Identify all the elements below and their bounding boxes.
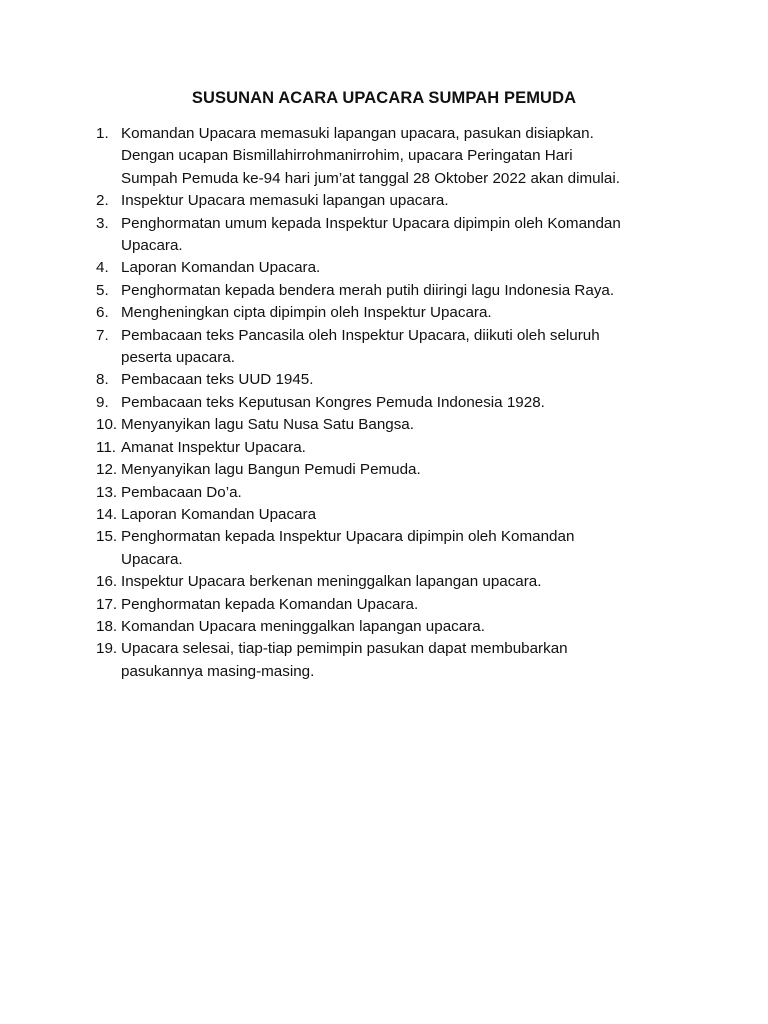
agenda-item-text: Pembacaan teks Keputusan Kongres Pemuda Indonesia 1928. — [121, 393, 545, 411]
agenda-item — [96, 213, 696, 258]
agenda-item-number: 7. — [96, 326, 109, 344]
agenda-item — [96, 616, 696, 638]
agenda-item-text: Pembacaan Do’a. — [121, 483, 242, 501]
agenda-item-text: Komandan Upacara meninggalkan lapangan upacara. — [121, 617, 485, 635]
agenda-item-number: 13. — [96, 483, 118, 501]
agenda-item-text: Penghormatan kepada bendera merah putih diiringi lagu Indonesia Raya. — [121, 281, 615, 299]
agenda-item-number: 11. — [96, 438, 116, 456]
agenda-item — [96, 302, 696, 324]
agenda-item-number: 14. — [96, 505, 118, 523]
agenda-item-text: Inspektur Upacara berkenan meninggalkan lapangan upacara. — [121, 573, 542, 591]
agenda-item-number: 4. — [96, 259, 109, 277]
agenda-item — [96, 459, 696, 481]
agenda-item — [96, 504, 696, 526]
agenda-item — [96, 482, 696, 504]
agenda-item-number: 3. — [96, 214, 109, 232]
agenda-item — [96, 392, 696, 414]
agenda-item-text: Penghormatan umum kepada Inspektur Upacara dipimpin oleh Komandan Upacara. — [121, 214, 621, 255]
agenda-item-text: Pembacaan teks Pancasila oleh Inspektur Upacara, diikuti oleh seluruh peserta upacara. — [121, 326, 600, 367]
agenda-item-number: 2. — [96, 192, 109, 210]
agenda-item-text: Pembacaan teks UUD 1945. — [121, 371, 314, 389]
agenda-item-number: 6. — [96, 304, 109, 322]
agenda-item — [96, 369, 696, 391]
agenda-item — [96, 594, 696, 616]
agenda-item-text: Mengheningkan cipta dipimpin oleh Inspektur Upacara. — [121, 304, 492, 322]
agenda-item-text: Inspektur Upacara memasuki lapangan upacara. — [121, 192, 449, 210]
document-title: SUSUNAN ACARA UPACARA SUMPAH PEMUDA — [191, 89, 577, 107]
agenda-item-number: 18. — [96, 617, 118, 635]
agenda-item-number: 16. — [96, 573, 118, 591]
agenda-item — [96, 257, 696, 279]
agenda-item — [96, 526, 696, 571]
agenda-item-number: 17. — [96, 595, 118, 613]
agenda-item-text: Laporan Komandan Upacara. — [121, 259, 321, 277]
agenda-item-text: Upacara selesai, tiap-tiap pemimpin pasukan dapat membubarkan pasukannya masing-masing. — [121, 640, 568, 680]
agenda-item-text: Penghormatan kepada Komandan Upacara. — [121, 595, 419, 613]
agenda-item — [96, 123, 696, 190]
agenda-item — [96, 638, 696, 683]
agenda-item-text: Laporan Komandan Upacara — [121, 505, 317, 523]
agenda-item-number: 15. — [96, 528, 118, 546]
agenda-item-number: 5. — [96, 281, 109, 299]
agenda-item-text: Menyanyikan lagu Satu Nusa Satu Bangsa. — [121, 416, 414, 434]
agenda-item-number: 9. — [96, 393, 109, 411]
agenda-item — [96, 571, 696, 593]
agenda-list — [96, 123, 696, 683]
agenda-item-text: Penghormatan kepada Inspektur Upacara dipimpin oleh Komandan Upacara. — [121, 528, 575, 568]
agenda-item-number: 10. — [96, 416, 118, 434]
agenda-item-number: 1. — [96, 125, 109, 142]
agenda-item-text: Komandan Upacara memasuki lapangan upacara, pasukan disiapkan. Dengan ucapan Bismillahirrohmanirrohim, upacara Peringatan Hari Sumpah Pemuda ke-94 hari jum’at tanggal 28 Oktober 2022 akan dimulai. — [121, 125, 620, 187]
agenda-item-number: 8. — [96, 371, 109, 389]
agenda-item — [96, 414, 696, 436]
agenda-item — [96, 280, 696, 302]
agenda-item — [96, 437, 696, 459]
agenda-item-text: Amanat Inspektur Upacara. — [121, 438, 306, 456]
agenda-item-number: 19. — [96, 640, 118, 658]
agenda-item — [96, 190, 696, 212]
agenda-item — [96, 325, 696, 370]
agenda-item-number: 12. — [96, 461, 118, 479]
agenda-item-text: Menyanyikan lagu Bangun Pemudi Pemuda. — [121, 461, 421, 479]
